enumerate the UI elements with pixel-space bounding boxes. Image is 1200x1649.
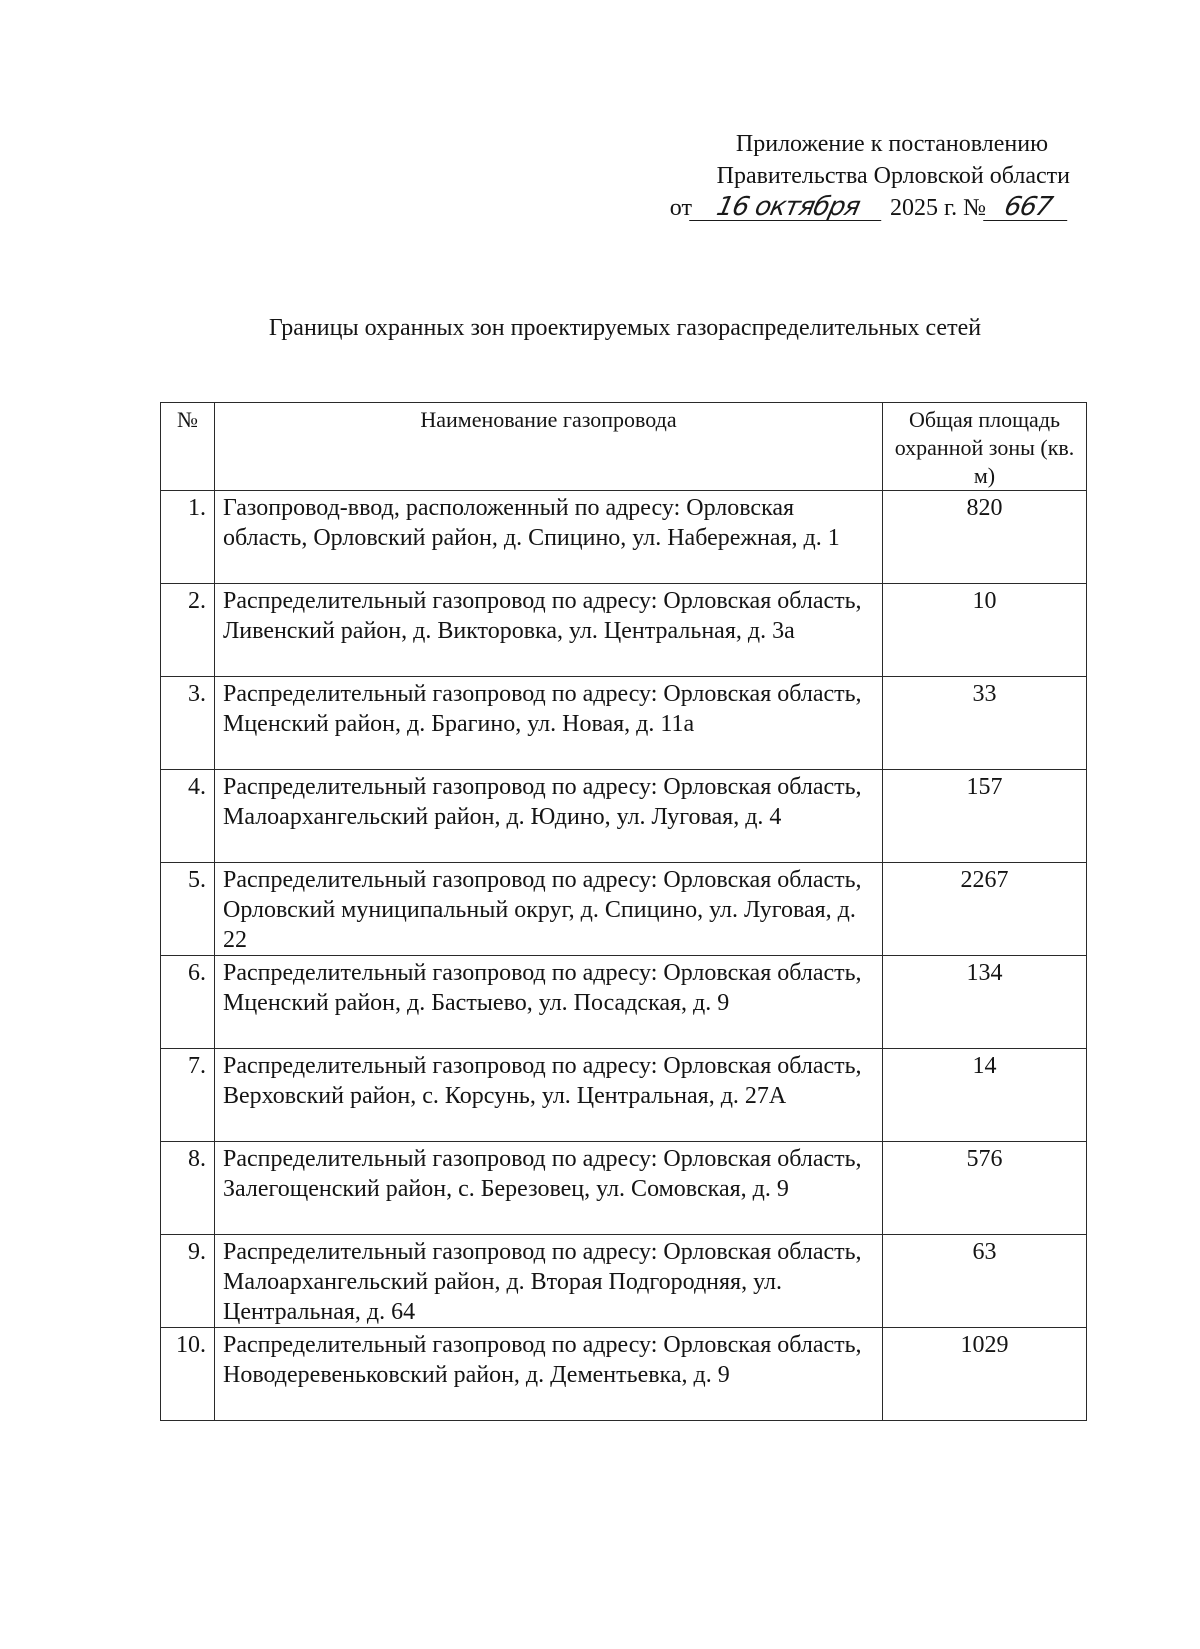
- zone-area: 820: [883, 491, 1087, 584]
- table-row: [161, 863, 1087, 956]
- from-prefix: от: [669, 195, 692, 221]
- zone-area: 14: [883, 1049, 1087, 1142]
- table-header-row: [161, 403, 1087, 491]
- row-number: 10.: [161, 1328, 215, 1421]
- year-text: 2025 г. №: [889, 195, 986, 221]
- zone-area: 134: [883, 956, 1087, 1049]
- pipeline-name: Распределительный газопровод по адресу: Орловская область, Новодеревеньковский район, д. Дементьевка, д. 9: [215, 1328, 883, 1421]
- zone-area: 2267: [883, 863, 1087, 956]
- pipeline-name: Распределительный газопровод по адресу: Орловская область, Мценский район, д. Брагино, ул. Новая, д. 11а: [215, 677, 883, 770]
- pipeline-name: Распределительный газопровод по адресу: Орловская область, Мценский район, д. Бастыево, ул. Посадская, д. 9: [215, 956, 883, 1049]
- row-number: 3.: [161, 677, 215, 770]
- header-total-area: Общая площадь охранной зоны (кв. м): [883, 403, 1087, 491]
- appendix-header: [650, 128, 1070, 224]
- table-row: [161, 584, 1087, 677]
- pipeline-name: Распределительный газопровод по адресу: Орловская область, Малоархангельский район, д. Юдино, ул. Луговая, д. 4: [215, 770, 883, 863]
- pipeline-name: Распределительный газопровод по адресу: Орловская область, Ливенский район, д. Викторовка, ул. Центральная, д. 3а: [215, 584, 883, 677]
- table-row: [161, 956, 1087, 1049]
- pipeline-name: Распределительный газопровод по адресу: Орловская область, Залегощенский район, с. Березовец, ул. Сомовская, д. 9: [215, 1142, 883, 1235]
- table-row: [161, 491, 1087, 584]
- row-number: 2.: [161, 584, 215, 677]
- zone-area: 63: [883, 1235, 1087, 1328]
- row-number: 7.: [161, 1049, 215, 1142]
- pipeline-name: Распределительный газопровод по адресу: Орловская область, Малоархангельский район, д. Вторая Подгородняя, ул. Центральная, д. 64: [215, 1235, 883, 1328]
- document-title: [0, 312, 1200, 344]
- row-number: 4.: [161, 770, 215, 863]
- appendix-line-2: Правительства Орловской области: [716, 163, 1070, 189]
- header-number: №: [161, 403, 215, 491]
- header-pipeline-name: Наименование газопровода: [215, 403, 883, 491]
- table-row: [161, 1328, 1087, 1421]
- table-row: [161, 1142, 1087, 1235]
- row-number: 5.: [161, 863, 215, 956]
- handwritten-number: 667: [983, 194, 1073, 221]
- pipeline-name: Газопровод-ввод, расположенный по адресу: Орловская область, Орловский район, д. Спицино, ул. Набережная, д. 1: [215, 491, 883, 584]
- protection-zones-table: [160, 402, 1087, 1421]
- zone-area: 576: [883, 1142, 1087, 1235]
- pipeline-name: Распределительный газопровод по адресу: Орловская область, Орловский муниципальный округ, д. Спицино, ул. Луговая, д. 22: [215, 863, 883, 956]
- appendix-date-line: [650, 192, 1070, 224]
- handwritten-date: 16 октября: [689, 194, 887, 221]
- pipeline-name: Распределительный газопровод по адресу: Орловская область, Верховский район, с. Корсунь, ул. Центральная, д. 27А: [215, 1049, 883, 1142]
- zone-area: 157: [883, 770, 1087, 863]
- table-row: [161, 1235, 1087, 1328]
- appendix-line-1: Приложение к постановлению: [735, 131, 1048, 157]
- zone-area: 33: [883, 677, 1087, 770]
- table-row: [161, 770, 1087, 863]
- zone-area: 1029: [883, 1328, 1087, 1421]
- row-number: 8.: [161, 1142, 215, 1235]
- table-row: [161, 677, 1087, 770]
- table-row: [161, 1049, 1087, 1142]
- row-number: 9.: [161, 1235, 215, 1328]
- zone-area: 10: [883, 584, 1087, 677]
- document-title-text: Границы охранных зон проектируемых газораспределительных сетей: [268, 315, 982, 341]
- row-number: 1.: [161, 491, 215, 584]
- row-number: 6.: [161, 956, 215, 1049]
